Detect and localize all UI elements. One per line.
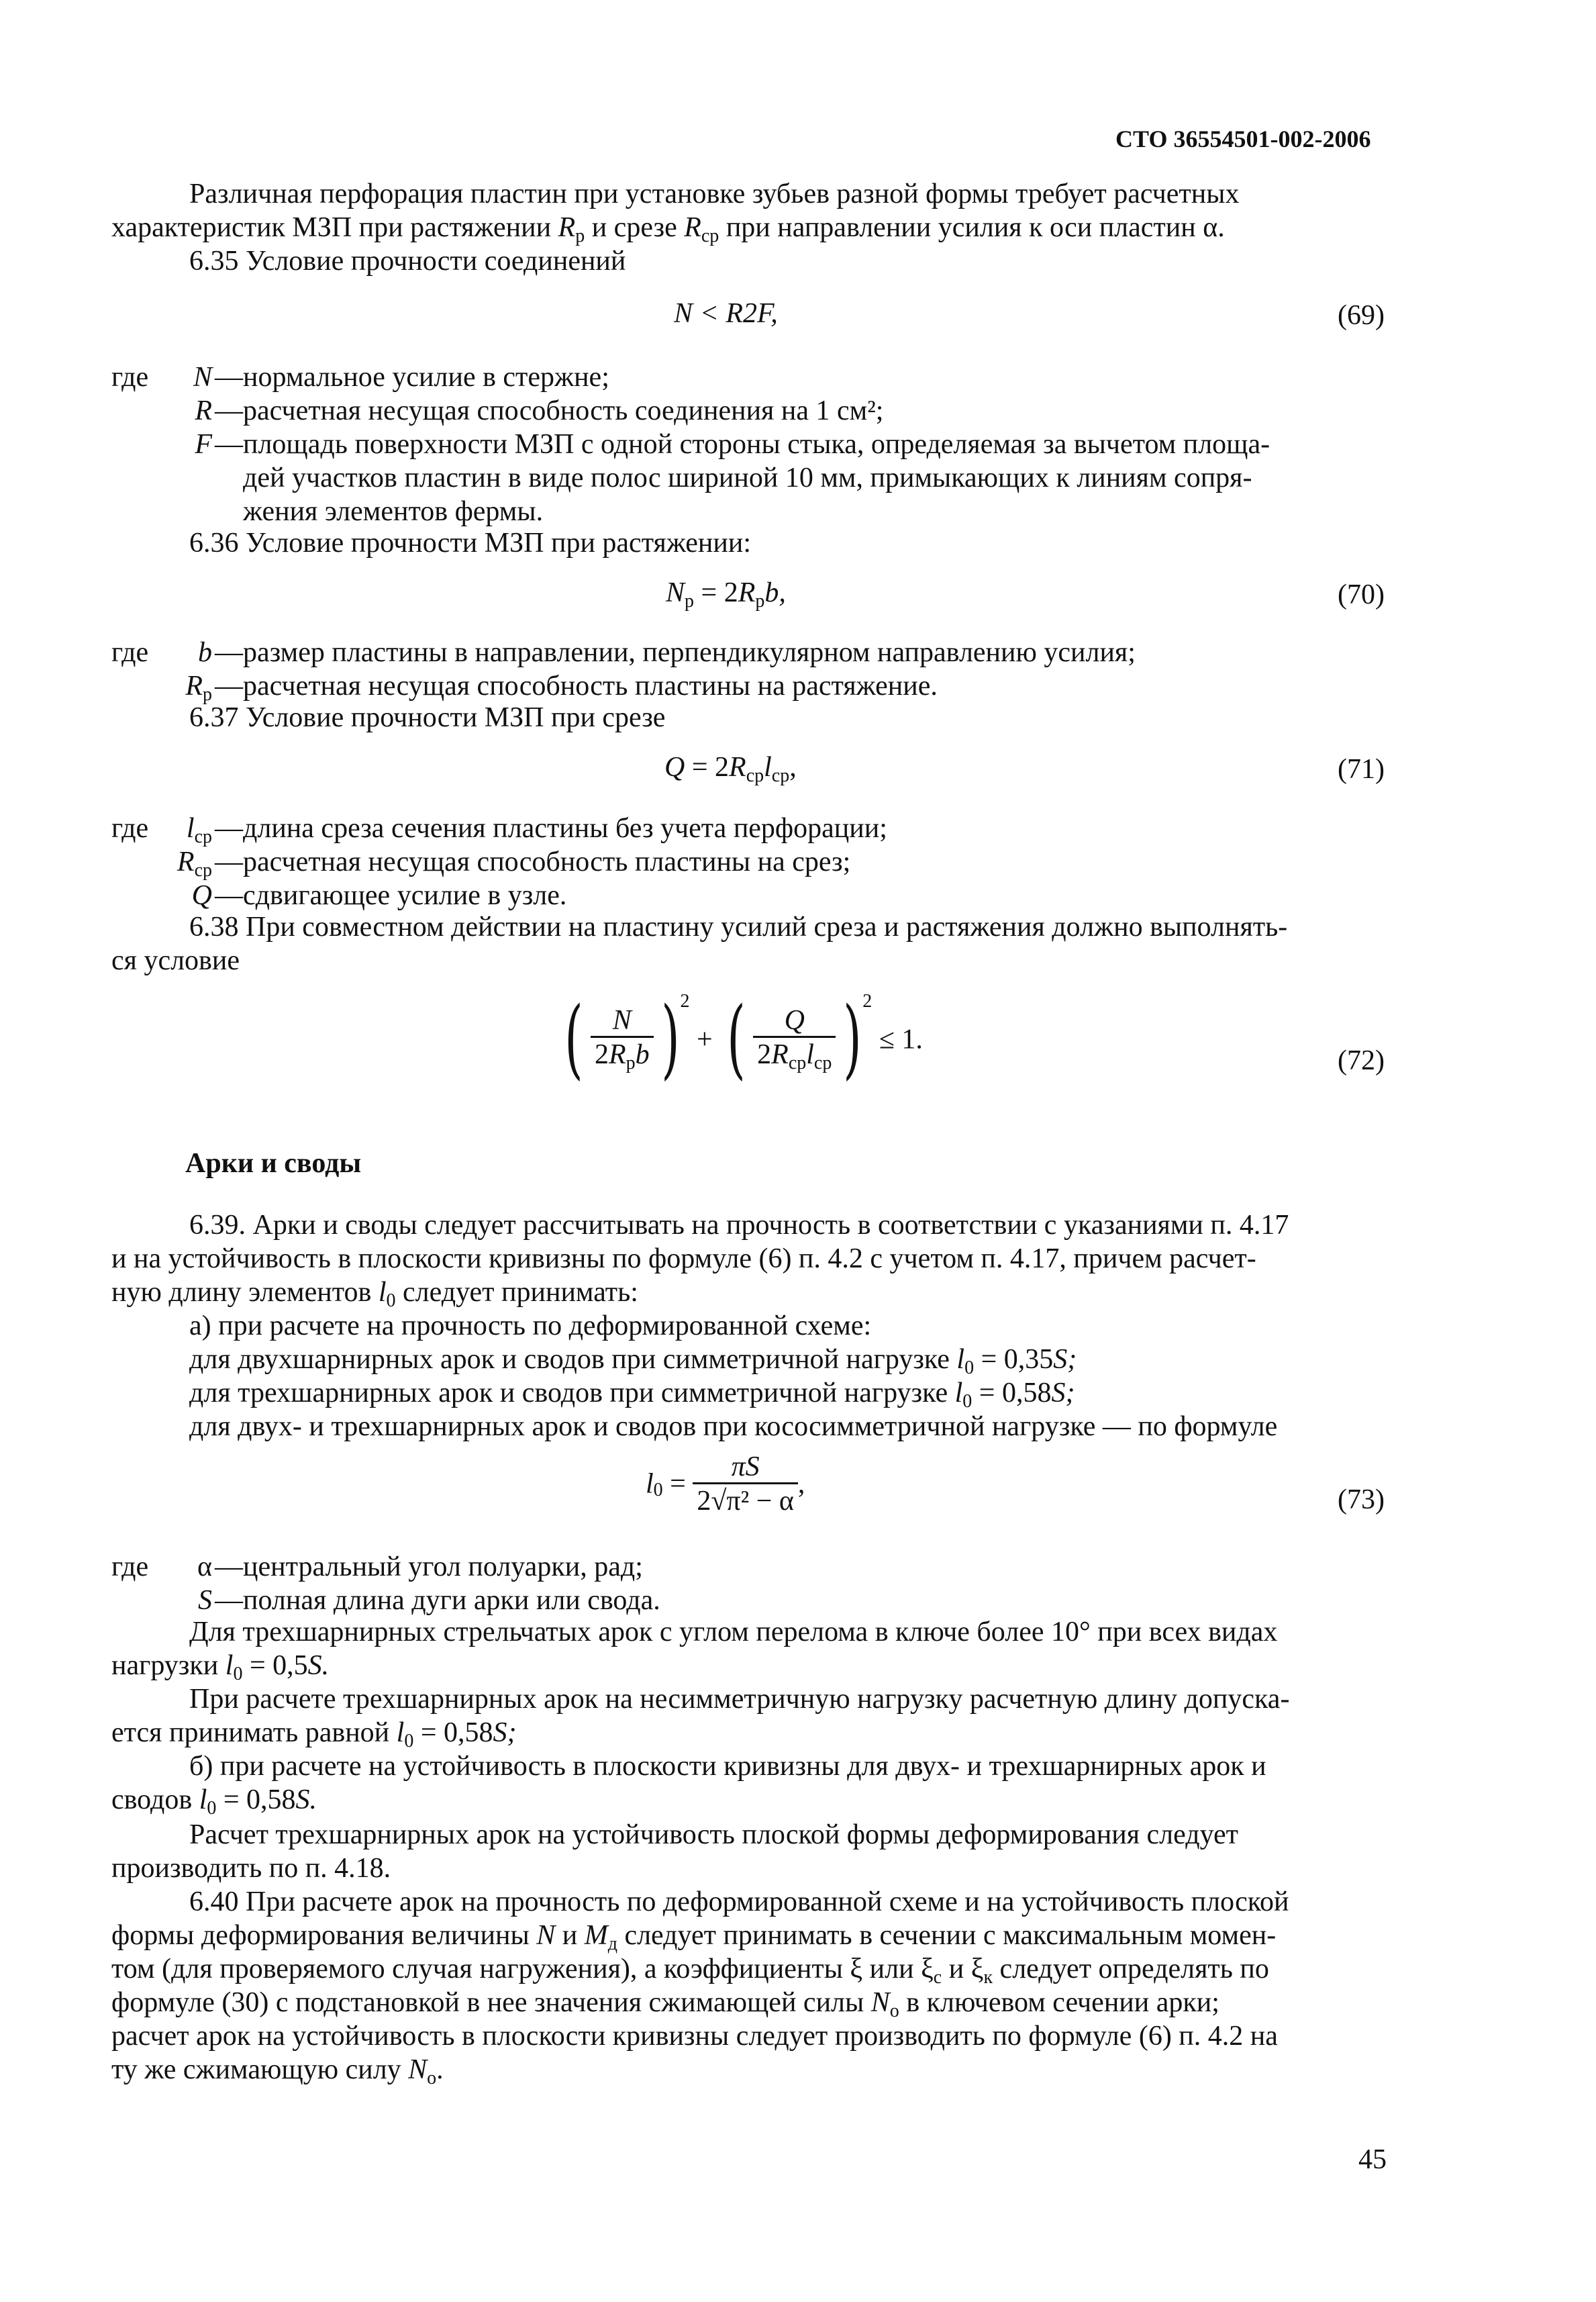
paragraph-line: Различная перфорация пластин при установке зубьев разной формы требует расчетных bbox=[189, 179, 1240, 209]
paragraph-line: ную длину элементов $l_0$ следует принимать: bbox=[111, 1277, 638, 1311]
paragraph-line: ся условие bbox=[111, 945, 240, 976]
clause-6-36-title: 6.36 Условие прочности МЗП при растяжении: bbox=[189, 528, 752, 559]
formula-72: ( $\frac{N}{2R_рb}$ )$^2$ + ( $\frac{Q}{2R_{ср}l_{ср}}$ )$^2$ ≤ 1. bbox=[564, 989, 923, 1090]
definition-text: площадь поверхности МЗП с одной стороны стыка, определяемая за вычетом площа- bbox=[243, 429, 1270, 460]
definition-symbol: b bbox=[198, 637, 212, 668]
paragraph-line: б) при расчете на устойчивость в плоскости кривизны для двух- и трехшарнирных арок и bbox=[189, 1751, 1266, 1782]
paragraph-line: формуле (30) с подстановкой в нее значения сжимающей силы $N_о$ в ключевом сечении арки; bbox=[111, 1987, 1219, 2021]
equation-number: (71) bbox=[1338, 754, 1385, 785]
paragraph-line: производить по п. 4.18. bbox=[111, 1853, 391, 1884]
where-label: где bbox=[111, 813, 149, 844]
definition-symbol: $R_р$ bbox=[185, 671, 212, 705]
paragraph-line: расчет арок на устойчивость в плоскости кривизны следует производить по формуле (6) п. 4.2 на bbox=[111, 2021, 1278, 2052]
paragraph-line: Для трехшарнирных стрельчатых арок с углом перелома в ключе более 10° при всех видах bbox=[189, 1617, 1278, 1647]
formula-69: N < R2F, bbox=[674, 298, 778, 329]
definition-dash: — bbox=[215, 429, 243, 460]
definition-dash: — bbox=[215, 847, 243, 877]
where-label: где bbox=[111, 362, 149, 393]
where-label: где bbox=[111, 637, 149, 668]
paragraph-line: характеристик МЗП при растяжении $R_р$ и срезе $R_{ср}$ при направлении усилия к оси пластин α. bbox=[111, 212, 1225, 246]
formula-71: $Q = 2R_{ср}l_{ср}$, bbox=[664, 752, 797, 786]
clause-6-35-title: 6.35 Условие прочности соединений bbox=[189, 246, 626, 277]
definition-text: сдвигающее усилие в узле. bbox=[243, 880, 567, 911]
definition-text: нормальное усилие в стержне; bbox=[243, 362, 609, 393]
section-heading: Арки и своды bbox=[185, 1148, 362, 1179]
document-code-header: СТО 36554501-002-2006 bbox=[1115, 126, 1371, 152]
definition-text-continued: дей участков пластин в виде полос шириной 10 мм, примыкающих к линиям сопря- bbox=[243, 463, 1252, 493]
definition-dash: — bbox=[215, 1551, 243, 1582]
definition-dash: — bbox=[215, 813, 243, 844]
definition-text: расчетная несущая способность пластины на растяжение. bbox=[243, 671, 938, 702]
paragraph-line: 6.40 При расчете арок на прочность по деформированной схеме и на устойчивость плоской bbox=[189, 1886, 1289, 1917]
paragraph-line: том (для проверяемого случая нагружения), а коэффициенты ξ или $\xi_с$ и $\xi_к$ следует определять по bbox=[111, 1954, 1269, 1988]
paragraph-line: Расчет трехшарнирных арок на устойчивость плоской формы деформирования следует bbox=[189, 1819, 1239, 1850]
paragraph-line: а) при расчете на прочность по деформированной схеме: bbox=[189, 1310, 872, 1341]
definition-symbol: α bbox=[197, 1551, 212, 1582]
definition-text: расчетная несущая способность соединения на 1 см²; bbox=[243, 395, 884, 426]
paragraph-line: 6.38 При совместном действии на пластину усилий среза и растяжения должно выполнять- bbox=[189, 912, 1288, 943]
definition-symbol: $R_{ср}$ bbox=[177, 847, 212, 881]
where-label: где bbox=[111, 1551, 149, 1582]
paragraph-line: формы деформирования величины N и $M_д$ следует принимать в сечении с максимальным момен- bbox=[111, 1920, 1277, 1954]
clause-6-37-title: 6.37 Условие прочности МЗП при срезе bbox=[189, 702, 666, 733]
definition-dash: — bbox=[215, 1585, 243, 1616]
definition-dash: — bbox=[215, 671, 243, 702]
page-number: 45 bbox=[1358, 2144, 1387, 2175]
definition-text: полная длина дуги арки или свода. bbox=[243, 1585, 660, 1616]
equation-number: (70) bbox=[1338, 579, 1385, 610]
definition-dash: — bbox=[215, 362, 243, 393]
paragraph-line: нагрузки $l_0 = 0,5S$. bbox=[111, 1650, 330, 1684]
paragraph-line: для трехшарнирных арок и сводов при симметричной нагрузке $l_0 = 0,58S$; bbox=[189, 1378, 1075, 1412]
definition-symbol: Q bbox=[191, 880, 212, 911]
definition-text: длина среза сечения пластины без учета перфорации; bbox=[243, 813, 887, 844]
definition-text-continued: жения элементов фермы. bbox=[243, 496, 544, 527]
paragraph-line: сводов $l_0 = 0,58S$. bbox=[111, 1784, 317, 1819]
definition-dash: — bbox=[215, 395, 243, 426]
equation-number: (73) bbox=[1338, 1484, 1385, 1515]
paragraph-line: и на устойчивость в плоскости кривизны по формуле (6) п. 4.2 с учетом п. 4.17, причем расчет- bbox=[111, 1243, 1256, 1274]
formula-73: $l_0$ = $\frac{\pi S}{\text{2√π² − α}}$ , bbox=[646, 1451, 805, 1517]
definition-text: расчетная несущая способность пластины на срез; bbox=[243, 847, 851, 877]
definition-text: центральный угол полуарки, рад; bbox=[243, 1551, 643, 1582]
definition-symbol: N bbox=[193, 362, 212, 393]
definition-symbol: F bbox=[195, 429, 212, 460]
definition-dash: — bbox=[215, 637, 243, 668]
formula-70: $N_р = 2R_рb$, bbox=[666, 577, 786, 612]
definition-symbol: S bbox=[198, 1585, 212, 1616]
definition-text: размер пластины в направлении, перпендикулярном направлению усилия; bbox=[243, 637, 1136, 668]
paragraph-line: для двухшарнирных арок и сводов при симметричной нагрузке $l_0 = 0,35S$; bbox=[189, 1344, 1077, 1378]
definition-symbol: R bbox=[195, 395, 212, 426]
equation-number: (69) bbox=[1338, 300, 1385, 331]
paragraph-line: При расчете трехшарнирных арок на несимметричную нагрузку расчетную длину допуска- bbox=[189, 1684, 1290, 1715]
definition-dash: — bbox=[215, 880, 243, 911]
paragraph-line: для двух- и трехшарнирных арок и сводов при кососимметричной нагрузке — по формуле bbox=[189, 1411, 1278, 1442]
paragraph-line: ту же сжимающую силу $N_о$. bbox=[111, 2054, 444, 2089]
paragraph-line: ется принимать равной $l_0 = 0,58S$; bbox=[111, 1717, 517, 1752]
definition-symbol: $l_{ср}$ bbox=[186, 813, 212, 847]
equation-number: (72) bbox=[1338, 1045, 1385, 1076]
paragraph-line: 6.39. Арки и своды следует рассчитывать на прочность в соответствии с указаниями п. 4.17 bbox=[189, 1210, 1289, 1241]
